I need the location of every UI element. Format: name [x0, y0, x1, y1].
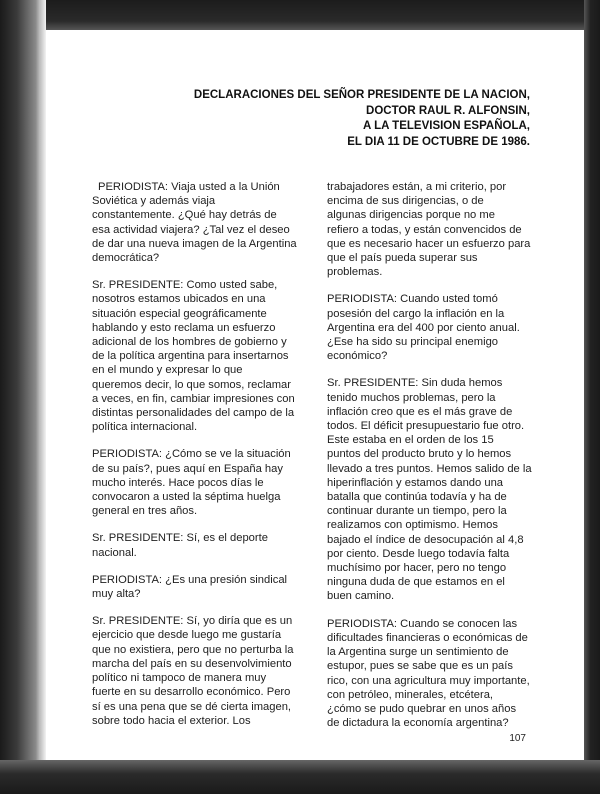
paragraph: trabajadores están, a mi criterio, por encima de sus dirigencias, o de algunas dirigencias porque no me refiero a todas, y están convencidos de que es necesario hacer un esfuerzo para que el país pueda superar sus problemas.: [327, 181, 531, 279]
paragraph: PERIODISTA: Cuando usted tomó posesión del cargo la inflación en la Argentina era del 400 por ciento anual. ¿Ese ha sido su principal enemigo económico?: [327, 293, 520, 363]
header-line-channel: A LA TELEVISION ESPAÑOLA,: [363, 120, 530, 132]
header-line-name: DOCTOR RAUL R. ALFONSIN,: [366, 104, 530, 117]
paragraph: Sr. PRESIDENTE: Sin duda hemos tenido muchos problemas, pero la inflación creo que es el más grave de todos. El déficit presupuestario fue otro. Este estaba en el orden de los 15 puntos del producto bruto y lo hemos llevado a tres puntos. Hemos salido de la hiperinflación y estamos dando una batalla que continúa todavía y ha de continuar durante un tiempo, pero la realizamos con optimismo. Hemos bajado el índice de desocupación al 4,8 por ciento. Desde luego todavía falta muchísimo por hacer, pero no tengo ninguna duda de que estamos en el buen camino.: [327, 377, 532, 603]
document-header: [130, 88, 530, 150]
right-text-column: [327, 180, 537, 743]
left-text-column: [92, 180, 310, 741]
paragraph: PERIODISTA: ¿Cómo se ve la situación de su país?, pues aquí en España hay mucho interés. Hace pocos días le convocaron a usted la séptima huelga general en tres años.: [92, 448, 291, 518]
paragraph: PERIODISTA: ¿Es una presión sindical muy alta?: [92, 573, 288, 601]
page-spine-edge: [40, 0, 46, 794]
scan-border-top: [0, 0, 600, 30]
scan-border-right: [584, 0, 600, 794]
paragraph: Sr. PRESIDENTE: Sí, es el deporte nacional.: [92, 532, 268, 559]
paragraph: Sr. PRESIDENTE: Sí, yo diría que es un ejercicio que desde luego me gustaría que no existiera, pero que no perturba la marcha del país en su desenvolvimiento político ni tampoco de manera muy fuerte en su desarrollo económico. Pero sí es una pena que se dé cierta imagen, sobre todo hacia el exterior. Los: [92, 615, 294, 727]
paragraph: PERIODISTA: Viaja usted a la Unión Soviética y además viaja constantemente. ¿Qué hay detrás de esa actividad viajera? ¿Tal vez el deseo de dar una nueva imagen de la Argentina democrática?: [92, 181, 297, 265]
header-line-date: EL DIA 11 DE OCTUBRE DE 1986.: [347, 135, 530, 148]
page-number: 107: [509, 733, 526, 744]
header-line-title: DECLARACIONES DEL SEÑOR PRESIDENTE DE LA NACION,: [193, 89, 530, 101]
scan-border-left: [0, 0, 42, 794]
paragraph: PERIODISTA: Cuando se conocen las dificultades financieras o económicas de la Argentina surge un sentimiento de estupor, pues se sabe que es un país rico, con una agricultura muy importante, con petróleo, minerales, etcétera, ¿cómo se pudo quebrar en unos años de dictadura la economía argentina?: [327, 617, 530, 730]
paragraph: Sr. PRESIDENTE: Como usted sabe, nosotros estamos ubicados en una situación especial geográficamente hablando y esto reclama un esfuerzo adicional de los hombres de gobierno y de la política argentina para insertarnos en el mundo y expresar lo que queremos decir, lo que somos, reclamar a veces, en fin, cambiar impresiones con distintas personalidades del campo de la política internacional.: [92, 279, 295, 434]
scan-border-bottom: [0, 760, 600, 794]
